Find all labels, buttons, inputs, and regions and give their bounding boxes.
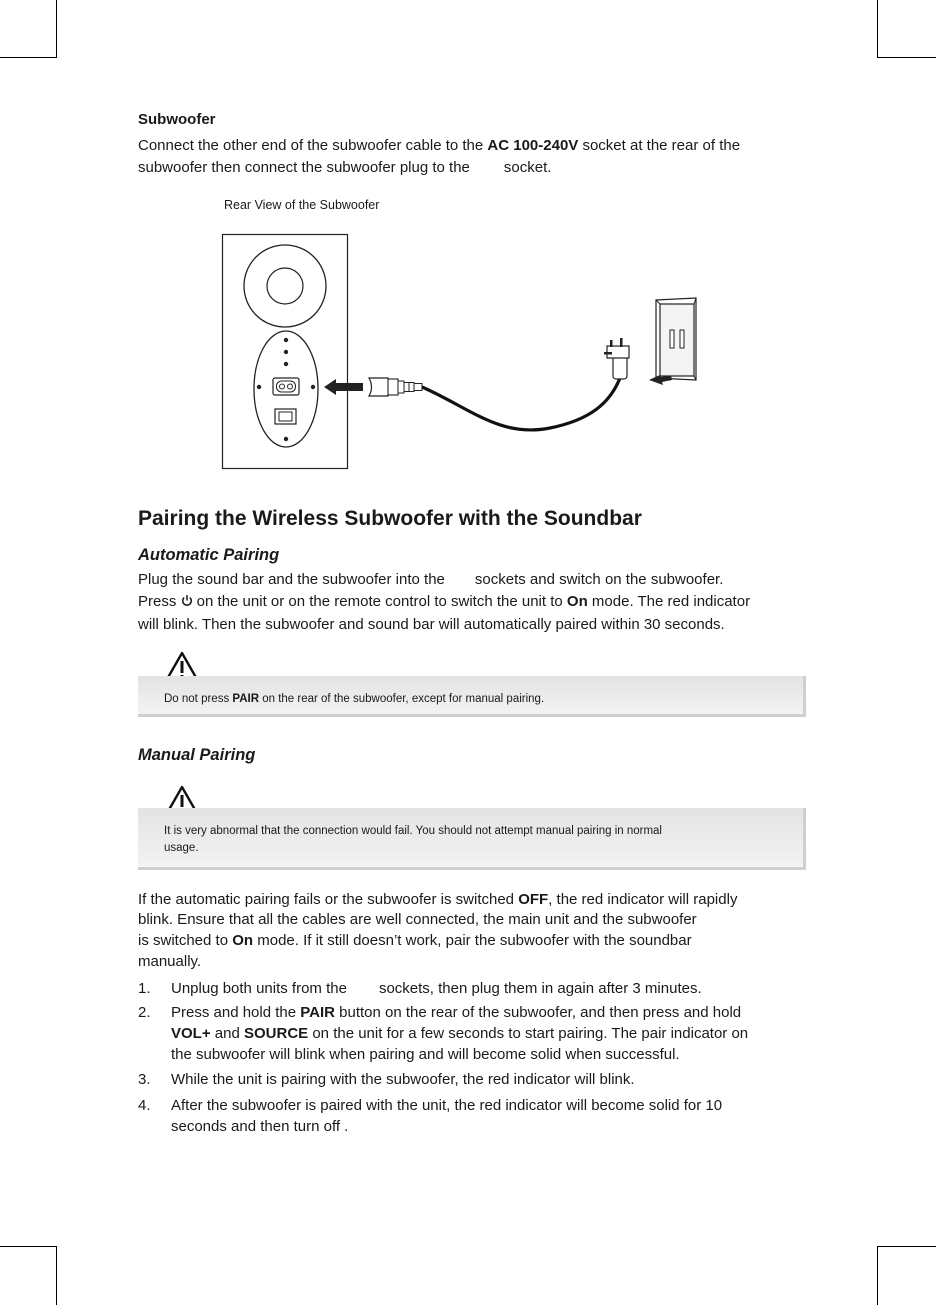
subwoofer-instruction-line-1: Connect the other end of the subwoofer cable to the AC 100-240V socket at the rear of the [138, 137, 741, 154]
crop-mark [877, 1246, 936, 1247]
speaker-port-inner [267, 268, 303, 304]
crop-mark [877, 0, 878, 58]
manual-pairing-line-1: If the automatic pairing fails or the subwoofer is switched OFF, the red indicator will rapidly [138, 891, 738, 908]
subwoofer-instruction-line-2: subwoofer then connect the subwoofer plug to the socket. [138, 159, 552, 176]
cable-connector [369, 378, 391, 396]
power-icon [181, 592, 193, 614]
subheading-manual-pairing: Manual Pairing [138, 746, 256, 764]
auto-pairing-line-2: Press on the unit or on the remote control to switch the unit to On mode. The red indicator [138, 591, 750, 614]
figure-caption: Rear View of the Subwoofer [224, 198, 380, 212]
note-text: Do not press PAIR on the rear of the subwoofer, except for manual pairing. [164, 693, 545, 705]
auto-pairing-line-3: will blink. Then the subwoofer and sound bar will automatically paired within 30 seconds. [138, 616, 725, 633]
list-item-step-2: 2. Press and hold the PAIR button on the rear of the subwoofer, and then press and hold VOL+ and SOURCE on the unit for a few seconds to start pairing. The pair indicator on the subwoofer will blink when pairing and will become solid when successful. [138, 1004, 749, 1063]
note-box-abnormal-warning [138, 808, 806, 870]
crop-mark [877, 57, 936, 58]
manual-pairing-line-4: manually. [138, 953, 202, 970]
section-heading-subwoofer: Subwoofer [138, 111, 216, 128]
note-text-line-2: usage. [164, 842, 199, 854]
manual-pairing-line-2: blink. Ensure that all the cables are well connected, the main unit and the subwoofer [138, 911, 697, 928]
power-cable [422, 378, 620, 430]
auto-pairing-line-1: Plug the sound bar and the subwoofer into the sockets and switch on the subwoofer. [138, 571, 724, 588]
subheading-automatic-pairing: Automatic Pairing [138, 546, 280, 564]
mains-plug [613, 355, 627, 379]
note-box-pair-warning [138, 676, 806, 717]
manual-pairing-line-3: is switched to On mode. If it still doesn’t work, pair the subwoofer with the soundbar [138, 932, 692, 949]
crop-mark [56, 1246, 57, 1305]
section-heading-pairing: Pairing the Wireless Subwoofer with the Soundbar [138, 507, 642, 530]
crop-mark [0, 1246, 57, 1247]
list-item-step-4: 4. After the subwoofer is paired with the unit, the red indicator will become solid for 10 seconds and then turn off . [138, 1097, 723, 1135]
crop-mark [877, 1246, 878, 1305]
note-text-line-1: It is very abnormal that the connection would fail. You should not attempt manual pairing in normal [164, 825, 662, 837]
crop-mark [56, 0, 57, 58]
subwoofer-rear-view-figure [200, 228, 740, 478]
crop-mark [0, 57, 57, 58]
wall-socket [660, 304, 694, 376]
